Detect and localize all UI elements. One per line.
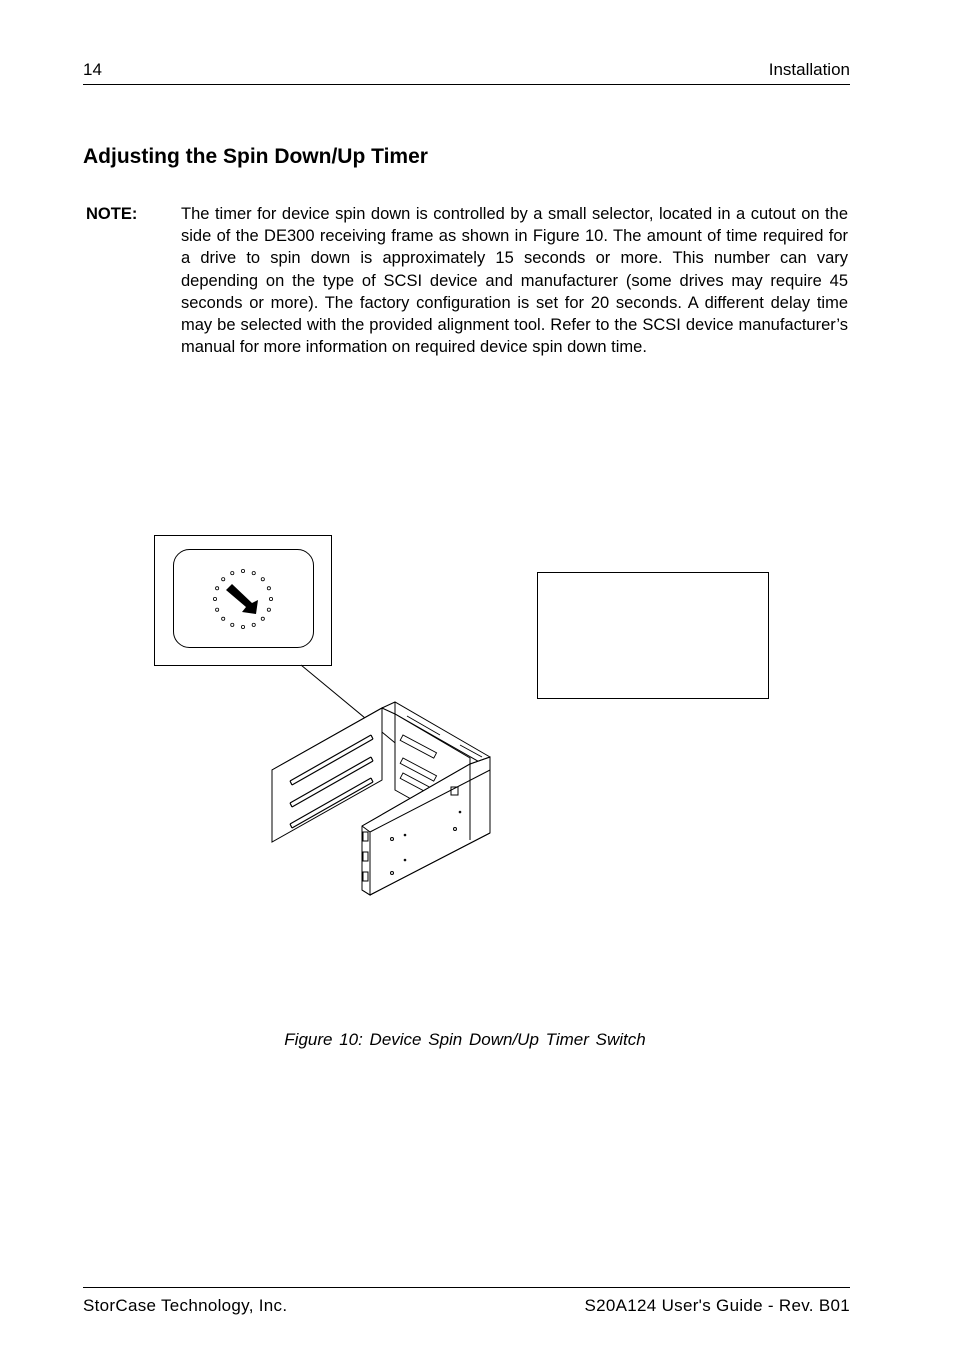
note-label: NOTE: xyxy=(86,205,138,223)
dial-position-marker xyxy=(269,597,272,600)
dial-position-marker xyxy=(222,617,225,620)
note-text: The timer for device spin down is controlled by a small selector, located in a cutout on the side of the DE300 receiving frame as shown in Figure 10. The amount of time required for a drive to spin down is approximately 15 seconds or more. This number can vary depending on the type of SCSI device and manufacturer (some drives may require 45 seconds or more). The factory configuration is set for 20 seconds. A different delay time may be selected with the provided alignment tool. Refer to the SCSI device manufacturer’s manual for more information on required device spin down time. xyxy=(181,205,848,357)
footer-company: StorCase Technology, Inc. xyxy=(83,1296,288,1315)
dial-position-marker xyxy=(231,623,234,626)
section-title: Installation xyxy=(768,60,850,79)
dial-position-marker xyxy=(231,572,234,575)
dial-position-marker xyxy=(267,587,270,590)
dial-position-marker xyxy=(241,625,244,628)
dial-position-marker xyxy=(213,597,216,600)
dial-position-marker xyxy=(261,578,264,581)
figure-caption: Figure 10: Device Spin Down/Up Timer Switch xyxy=(284,1030,646,1049)
dial-position-marker xyxy=(252,623,255,626)
dial-position-marker xyxy=(252,572,255,575)
section-heading: Adjusting the Spin Down/Up Timer xyxy=(83,145,428,168)
receiving-frame-drawing xyxy=(272,702,490,895)
dial-position-marker xyxy=(216,587,219,590)
rotary-dial-icon xyxy=(213,569,272,628)
dial-position-marker xyxy=(241,569,244,572)
dial-position-marker xyxy=(216,608,219,611)
page-number: 14 xyxy=(83,60,102,79)
dial-pointer xyxy=(226,584,258,614)
dial-position-marker xyxy=(267,608,270,611)
dial-position-marker xyxy=(261,617,264,620)
footer-doc: S20A124 User's Guide - Rev. B01 xyxy=(584,1296,850,1315)
empty-label-box xyxy=(538,573,769,699)
footer-rule xyxy=(83,1287,850,1288)
dial-position-marker xyxy=(222,578,225,581)
